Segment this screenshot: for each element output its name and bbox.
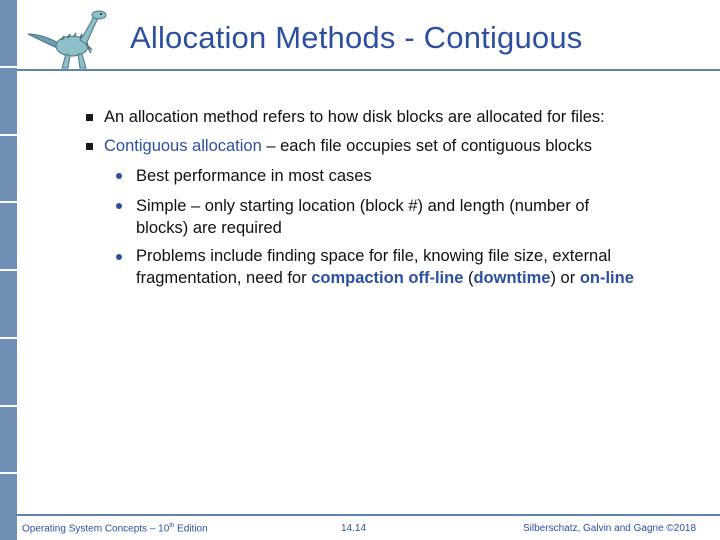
sidebar-block xyxy=(0,339,17,405)
sub-bullet-item xyxy=(136,245,658,289)
sidebar-block xyxy=(0,407,17,473)
highlight-term: downtime xyxy=(473,269,551,287)
round-bullet-icon xyxy=(116,254,122,260)
slide-title: Allocation Methods - Contiguous xyxy=(130,20,583,55)
footer-book-sup: th xyxy=(169,523,175,529)
bullet-item xyxy=(104,135,592,157)
sidebar-block xyxy=(0,474,17,540)
footer-book-title xyxy=(22,523,208,534)
sidebar-block xyxy=(0,271,17,337)
bullet-text: ( xyxy=(463,269,474,287)
footer-book-suffix: Edition xyxy=(174,523,208,535)
bullet-text: – each file occupies set of contiguous blocks xyxy=(261,137,592,155)
highlight-term: on-line xyxy=(579,269,634,287)
bullet-text: ) or xyxy=(550,269,580,287)
round-bullet-icon xyxy=(116,203,122,209)
sub-bullet-item: Best performance in most cases xyxy=(136,167,372,185)
footer-book-prefix: Operating System Concepts – 10 xyxy=(22,523,170,535)
square-bullet-icon xyxy=(86,114,93,121)
sidebar-block xyxy=(0,68,17,134)
square-bullet-icon xyxy=(86,143,93,150)
footer-copyright: Silberschatz, Galvin and Gagne ©2018 xyxy=(523,523,697,534)
title-underline xyxy=(17,69,720,71)
dinosaur-logo-icon xyxy=(24,4,110,74)
highlight-term: compaction off-line xyxy=(311,269,464,287)
bullet-text: Problems include finding space for file, knowing file size, external fragmentation, need for xyxy=(136,247,612,287)
bullet-item: An allocation method refers to how disk blocks are allocated for files: xyxy=(104,108,605,126)
sidebar-block xyxy=(0,203,17,269)
footer-page-number: 14.14 xyxy=(341,523,367,534)
sidebar-block xyxy=(0,136,17,202)
sub-bullet-item: Simple – only starting location (block #) and length (number of blocks) are required xyxy=(136,197,590,237)
round-bullet-icon xyxy=(116,173,122,179)
footer-rule xyxy=(17,514,720,516)
left-sidebar-bar xyxy=(0,0,17,540)
sidebar-block xyxy=(0,0,17,66)
highlight-term: Contiguous allocation xyxy=(104,137,262,155)
